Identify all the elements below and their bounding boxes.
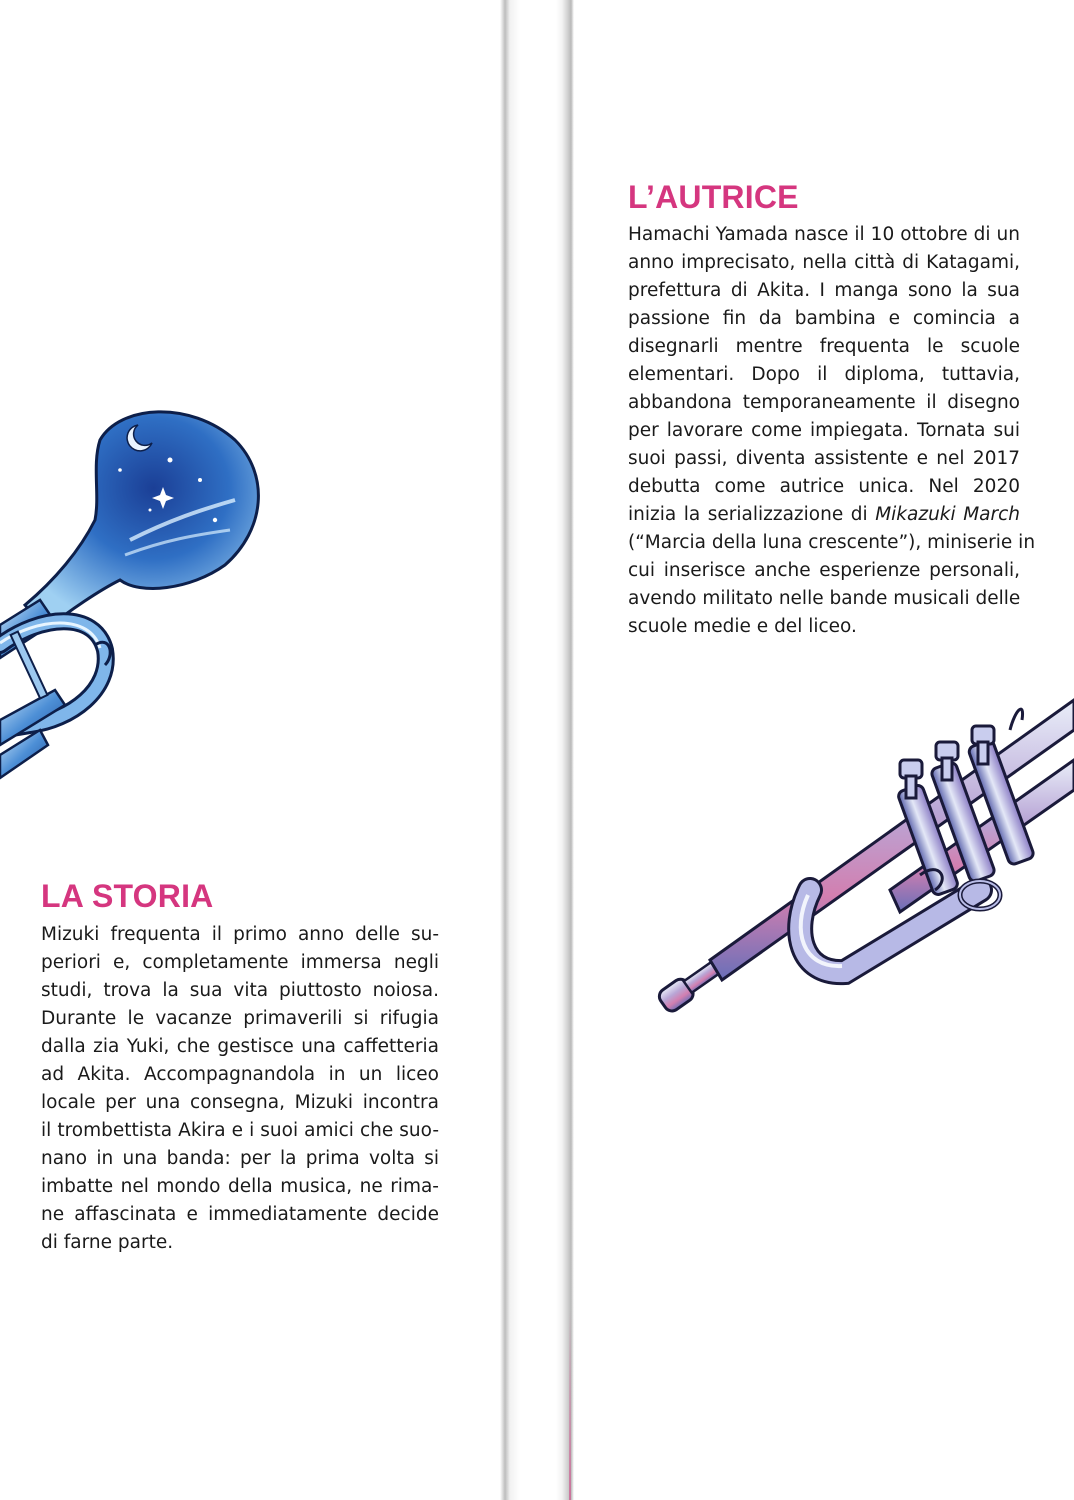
body-line: prefettura di Akita. I manga sono la sua [628, 280, 1020, 301]
body-line: per lavorare come impiegata. Tornata sui [628, 420, 1020, 441]
body-line: di farne parte. [41, 1232, 174, 1253]
body-line: locale per una consegna, Mizuki incontra [41, 1092, 439, 1113]
body-line: avendo militato nelle bande musicali delle [628, 588, 1021, 609]
trumpet-bell-illustration [0, 400, 270, 790]
body-line: (“Marcia della luna crescente”), miniserie in [628, 532, 1036, 553]
trumpet-illustration [650, 690, 1074, 1040]
la-storia-body [41, 921, 439, 1257]
body-line: suoi passi, diventa assistente e nel 2017 [628, 448, 1020, 469]
body-line: disegnarli mentre frequenta le scuole [628, 336, 1020, 357]
body-line: Hamachi Yamada nasce il 10 ottobre di un [628, 224, 1020, 245]
body-line: dalla zia Yuki, che gestisce una caffetteria [41, 1036, 439, 1057]
body-line: debutta come autrice unica. Nel 2020 [628, 476, 1020, 497]
body-line: nano in una banda: per la prima volta si [41, 1148, 439, 1169]
section-title-la-storia: LA STORIA [41, 878, 214, 914]
body-line: periori e, completamente immersa negli [41, 952, 439, 973]
body-line: scuole medie e del liceo. [628, 616, 857, 637]
body-line: studi, trova la sua vita piuttosto noiosa. [41, 980, 439, 1001]
body-line: ne affascinata e immediatamente decide [41, 1204, 439, 1225]
body-line: Durante le vacanze primaverili si rifugia [41, 1008, 439, 1029]
l-autrice-body [628, 221, 1036, 641]
body-line: ad Akita. Accompagnandola in un liceo [41, 1064, 439, 1085]
body-line: anno imprecisato, nella città di Katagami, [628, 252, 1020, 273]
body-line-text: inizia la serializzazione di [628, 504, 876, 525]
body-line: cui inserisce anche esperienze personali, [628, 560, 1020, 581]
page-edge-mark [569, 1310, 571, 1500]
manga-title: Mikazuki March [875, 504, 1021, 525]
section-title-l-autrice: L’AUTRICE [628, 179, 799, 215]
body-line [628, 501, 1020, 529]
body-line: Mizuki frequenta il primo anno delle su- [41, 924, 439, 945]
body-line: imbatte nel mondo della musica, ne rima- [41, 1176, 439, 1197]
page-gutter [500, 0, 574, 1500]
body-line: il trombettista Akira e i suoi amici che suo- [41, 1120, 439, 1141]
body-line: abbandona temporaneamente il disegno [628, 392, 1020, 413]
body-line: elementari. Dopo il diploma, tuttavia, [628, 364, 1020, 385]
body-line: passione fin da bambina e comincia a [628, 308, 1020, 329]
